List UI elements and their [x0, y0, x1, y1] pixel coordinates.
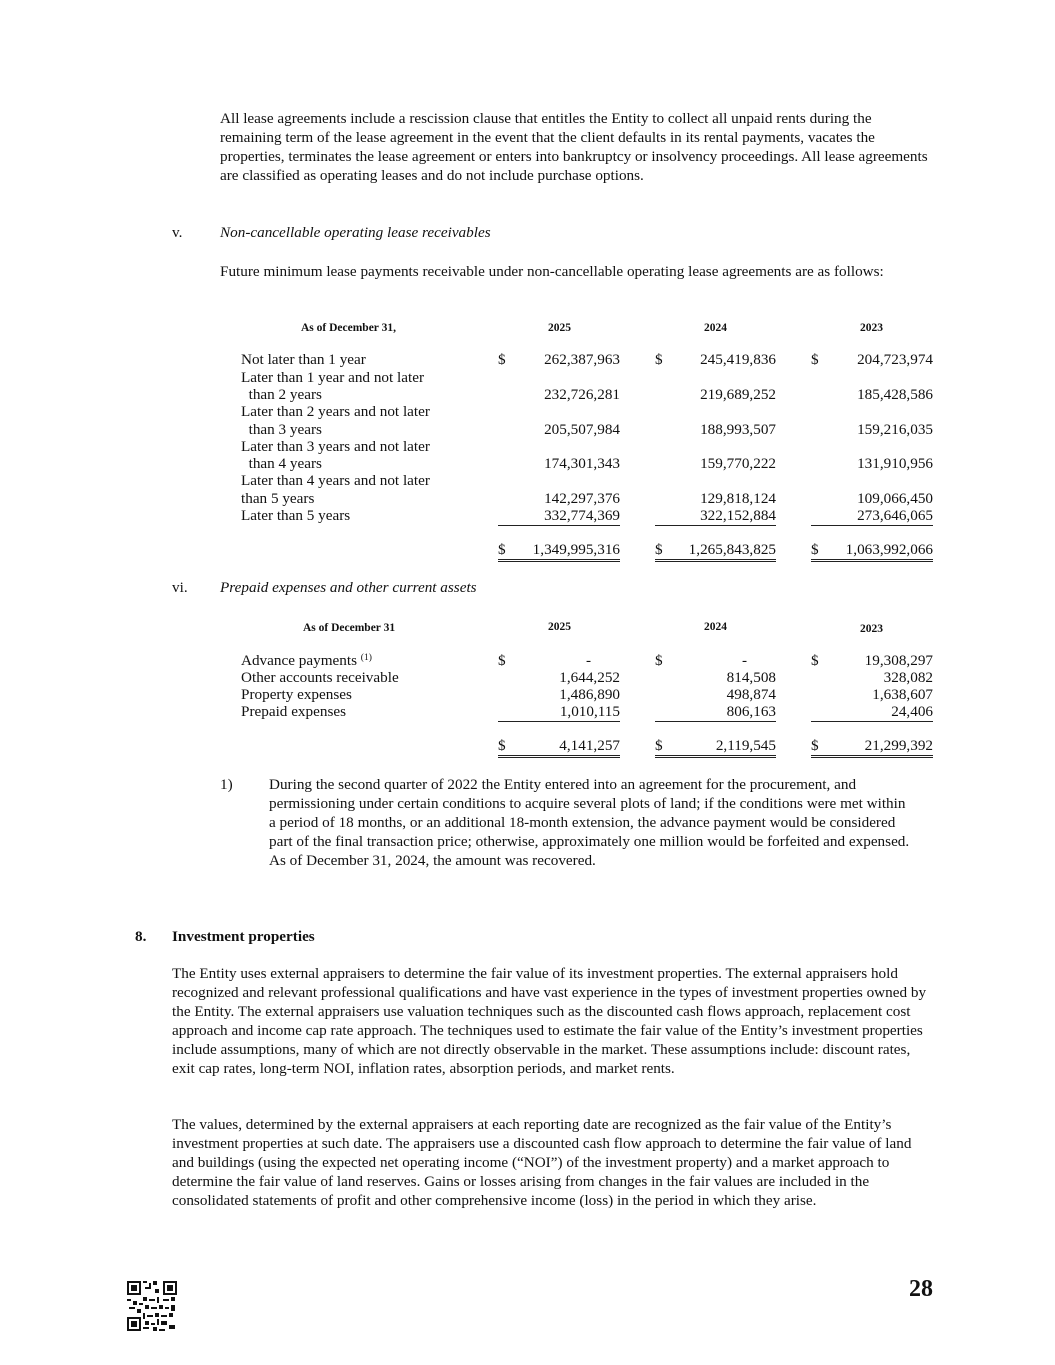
total-value: 1,349,995,316 — [532, 541, 620, 558]
table-cell: 159,216,035 — [857, 421, 933, 438]
total-value: 4,141,257 — [559, 737, 620, 754]
table-cell: 185,428,586 — [857, 386, 933, 403]
currency-symbol: $ — [655, 652, 663, 669]
total-value: 2,119,545 — [715, 737, 776, 754]
currency-symbol: $ — [811, 351, 819, 368]
section-8-paragraph-1: The Entity uses external appraisers to determine the fair value of its investment properties. The external appraisers hold recognized and relevant professional qualifications and have vast experience in the types of investment properties owned by the Entity. The external appraisers use valuation techniques such as the discounted cash flows approach, replacement cost approach and income cap rate approach. The techniques used to estimate the fair value of the Entity’s investment properties include assumptions, many of which are not directly observable in the market. These assumptions include: discount rates, exit cap rates, long-term NOI, inflation rates, absorption periods, and market rents. — [172, 965, 927, 1077]
row-label-text: Advance payments — [241, 652, 357, 669]
intro-paragraph: All lease agreements include a rescission clause that entitles the Entity to collect all unpaid rents during the remaining term of the lease agreement in the event that the client defaults in its rental payments, vacates the properties, terminates the lease agreement or enters into bankruptcy or insolvency proceedings. All lease agreements are classified as operating leases and do not include purchase options. — [220, 110, 928, 184]
total-cell — [655, 540, 776, 562]
column-header-2024: 2024 — [704, 322, 727, 334]
section-vi-number: vi. — [172, 579, 188, 596]
table-cell: 1,644,252 — [559, 669, 620, 686]
footnote-marker: 1) — [220, 776, 233, 793]
table-cell: 245,419,836 — [700, 351, 776, 368]
table-header-label: As of December 31, — [301, 322, 396, 334]
table-header-label: As of December 31 — [303, 622, 396, 634]
table-cell: 273,646,065 — [811, 506, 933, 526]
currency-symbol: $ — [498, 737, 506, 754]
table-cell: 806,163 — [655, 702, 776, 722]
table-cell: 129,818,124 — [700, 490, 776, 507]
total-value: 21,299,392 — [864, 737, 933, 754]
table-cell: 1,486,890 — [559, 686, 620, 703]
table-cell: - — [742, 652, 748, 669]
table-row-label: Not later than 1 year — [241, 351, 366, 368]
table-cell: 159,770,222 — [700, 455, 776, 472]
table-row-label: than 2 years — [241, 386, 322, 403]
column-header-2025: 2025 — [548, 621, 571, 633]
table-cell: 188,993,507 — [700, 421, 776, 438]
footnote-reference: (1) — [360, 653, 372, 663]
currency-symbol: $ — [811, 737, 819, 754]
table-row-label: than 5 years — [241, 490, 315, 507]
total-cell — [655, 736, 776, 758]
table-row-label: Later than 2 years and not later — [241, 403, 430, 420]
table-cell: 814,508 — [726, 669, 776, 686]
qr-code-icon — [127, 1281, 177, 1331]
table-row-label: Property expenses — [241, 686, 352, 703]
table-row-label: Other accounts receivable — [241, 669, 399, 686]
footnote-text: During the second quarter of 2022 the Entity entered into an agreement for the procurement, and permissioning under certain conditions to acquire several plots of land; if the conditions were met within a period of 18 months, or an additional 18-month extension, the advance payment would be considered part of the final transaction price; otherwise, approximately one million would be forfeited and expensed. As of December 31, 2024, the amount was recovered. — [269, 776, 910, 869]
table-cell: 1,010,115 — [498, 702, 620, 722]
column-header-2023: 2023 — [860, 322, 883, 334]
table-cell: 262,387,963 — [544, 351, 620, 368]
table-cell: 332,774,369 — [498, 506, 620, 526]
table-row-label: Later than 1 year and not later — [241, 369, 425, 386]
currency-symbol: $ — [655, 351, 663, 368]
column-header-2025: 2025 — [548, 322, 571, 334]
table-cell: 232,726,281 — [544, 386, 620, 403]
total-cell — [498, 540, 620, 562]
table-cell: 1,638,607 — [872, 686, 933, 703]
table-cell: 174,301,343 — [544, 455, 620, 472]
table-cell: 205,507,984 — [544, 421, 620, 438]
total-cell — [498, 736, 620, 758]
section-vi-title: Prepaid expenses and other current assets — [220, 579, 477, 596]
currency-symbol: $ — [655, 541, 663, 558]
table-row-label: Later than 4 years and not later — [241, 472, 430, 489]
total-cell — [811, 736, 933, 758]
total-value: 1,063,992,066 — [845, 541, 933, 558]
total-cell — [811, 540, 933, 562]
currency-symbol: $ — [811, 541, 819, 558]
table-cell: 109,066,450 — [857, 490, 933, 507]
currency-symbol: $ — [498, 351, 506, 368]
currency-symbol: $ — [498, 652, 506, 669]
table-cell: 498,874 — [726, 686, 776, 703]
currency-symbol: $ — [811, 652, 819, 669]
table-row-label: Later than 5 years — [241, 507, 351, 524]
table-cell: 219,689,252 — [700, 386, 776, 403]
section-8-title: Investment properties — [172, 928, 315, 945]
table-cell: 322,152,884 — [655, 506, 776, 526]
table-cell: 19,308,297 — [864, 652, 933, 669]
section-v-number: v. — [172, 224, 183, 241]
currency-symbol: $ — [498, 541, 506, 558]
section-v-description: Future minimum lease payments receivable under non-cancellable operating lease agreements are as follows: — [220, 263, 884, 280]
table-cell: 204,723,974 — [857, 351, 933, 368]
total-value: 1,265,843,825 — [688, 541, 776, 558]
section-v-title: Non-cancellable operating lease receivables — [220, 224, 491, 241]
table-cell: 142,297,376 — [544, 490, 620, 507]
column-header-2023: 2023 — [860, 623, 883, 635]
table-cell: 131,910,956 — [857, 455, 933, 472]
table-cell: 328,082 — [883, 669, 933, 686]
section-8-paragraph-2: The values, determined by the external appraisers at each reporting date are recognized as the fair value of the Entity’s investment properties at such date. The appraisers use a discounted cash flow approach to determine the fair value of land and buildings (using the expected net operating income (“NOI”) of the investment property) and a market approach to determine the fair value of land reserves. Gains or losses arising from changes in the fair values are included in the consolidated statements of profit and other comprehensive income (loss) in the period in which they arise. — [172, 1116, 912, 1209]
page-number: 28 — [909, 1276, 933, 1302]
table-row-label: than 3 years — [241, 421, 322, 438]
section-8-number: 8. — [135, 928, 147, 945]
column-header-2024: 2024 — [704, 621, 727, 633]
table-row-label: Prepaid expenses — [241, 703, 347, 720]
table-cell: 24,406 — [811, 702, 933, 722]
table-row-label: than 4 years — [241, 455, 322, 472]
currency-symbol: $ — [655, 737, 663, 754]
table-cell: - — [586, 652, 592, 669]
table-row-label: Later than 3 years and not later — [241, 438, 430, 455]
